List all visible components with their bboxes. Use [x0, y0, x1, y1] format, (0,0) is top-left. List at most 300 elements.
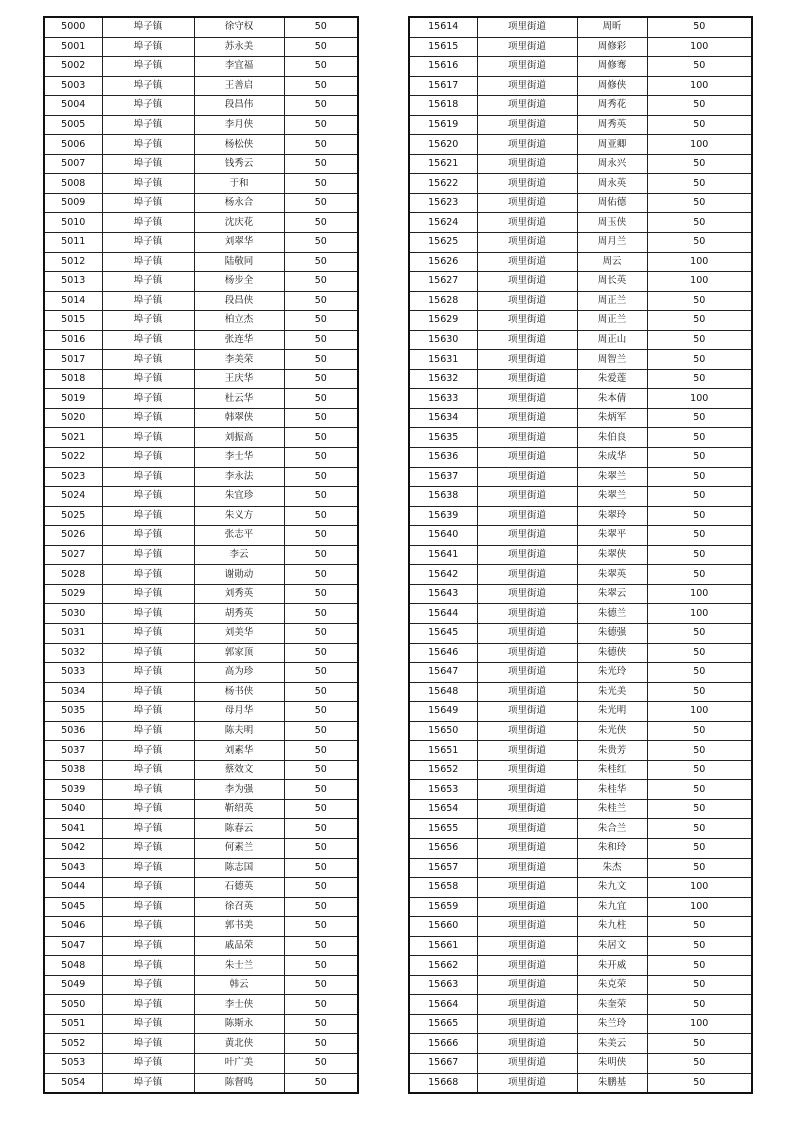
name-cell: 朱翠兰: [577, 467, 647, 487]
district-cell: 埠子镇: [102, 467, 194, 487]
amount-cell: 50: [647, 526, 752, 546]
amount-cell: 50: [284, 115, 358, 135]
district-cell: 埠子镇: [102, 878, 194, 898]
name-cell: 朱光玲: [577, 663, 647, 683]
amount-cell: 50: [284, 975, 358, 995]
table-row: [409, 858, 752, 878]
amount-cell: 50: [647, 1053, 752, 1073]
name-cell: 何素兰: [194, 838, 284, 858]
row-number-cell: 5052: [44, 1034, 102, 1054]
row-number-cell: 5001: [44, 37, 102, 57]
district-cell: 项里街道: [477, 545, 577, 565]
amount-cell: 50: [284, 858, 358, 878]
amount-cell: 100: [647, 76, 752, 96]
district-cell: 埠子镇: [102, 252, 194, 272]
amount-cell: 50: [647, 115, 752, 135]
name-cell: 周秀花: [577, 96, 647, 116]
amount-cell: 50: [284, 369, 358, 389]
district-cell: 埠子镇: [102, 780, 194, 800]
table-row: [409, 1034, 752, 1054]
row-number-cell: 15619: [409, 115, 477, 135]
table-row: [44, 487, 358, 507]
amount-cell: 50: [284, 878, 358, 898]
table-row: [409, 721, 752, 741]
amount-cell: 50: [284, 1053, 358, 1073]
amount-cell: 50: [284, 682, 358, 702]
table-row: [44, 545, 358, 565]
amount-cell: 50: [647, 350, 752, 370]
name-cell: 朱炳军: [577, 408, 647, 428]
district-cell: 项里街道: [477, 1053, 577, 1073]
district-cell: 埠子镇: [102, 311, 194, 331]
name-cell: 朱成华: [577, 448, 647, 468]
name-cell: 沈庆花: [194, 213, 284, 233]
table-row: [409, 369, 752, 389]
amount-cell: 50: [284, 917, 358, 937]
row-number-cell: 15653: [409, 780, 477, 800]
district-cell: 埠子镇: [102, 623, 194, 643]
row-number-cell: 15631: [409, 350, 477, 370]
name-cell: 王善启: [194, 76, 284, 96]
amount-cell: 50: [647, 1034, 752, 1054]
row-number-cell: 5030: [44, 604, 102, 624]
district-cell: 项里街道: [477, 291, 577, 311]
district-cell: 项里街道: [477, 369, 577, 389]
district-cell: 埠子镇: [102, 936, 194, 956]
name-cell: 周正兰: [577, 311, 647, 331]
row-number-cell: 15663: [409, 975, 477, 995]
row-number-cell: 15650: [409, 721, 477, 741]
row-number-cell: 15643: [409, 584, 477, 604]
name-cell: 朱杰: [577, 858, 647, 878]
amount-cell: 50: [647, 57, 752, 77]
name-cell: 周玉侠: [577, 213, 647, 233]
name-cell: 朱兰玲: [577, 1014, 647, 1034]
table-row: [409, 115, 752, 135]
amount-cell: 100: [647, 604, 752, 624]
name-cell: 钱秀云: [194, 154, 284, 174]
table-row: [409, 643, 752, 663]
district-cell: 项里街道: [477, 487, 577, 507]
amount-cell: 100: [647, 878, 752, 898]
name-cell: 朱光美: [577, 682, 647, 702]
name-cell: 李士侠: [194, 995, 284, 1015]
district-cell: 埠子镇: [102, 819, 194, 839]
name-cell: 朱桂兰: [577, 799, 647, 819]
right-table: [408, 16, 753, 1094]
row-number-cell: 15662: [409, 956, 477, 976]
name-cell: 朱翠玲: [577, 506, 647, 526]
district-cell: 埠子镇: [102, 154, 194, 174]
name-cell: 朱克荣: [577, 975, 647, 995]
name-cell: 陆敬同: [194, 252, 284, 272]
district-cell: 项里街道: [477, 838, 577, 858]
name-cell: 周亚卿: [577, 135, 647, 155]
amount-cell: 50: [647, 975, 752, 995]
row-number-cell: 15624: [409, 213, 477, 233]
table-row: [409, 799, 752, 819]
amount-cell: 50: [284, 995, 358, 1015]
name-cell: 张志平: [194, 526, 284, 546]
row-number-cell: 5022: [44, 448, 102, 468]
district-cell: 埠子镇: [102, 682, 194, 702]
row-number-cell: 15622: [409, 174, 477, 194]
right-table-body: [409, 17, 752, 1093]
table-row: [409, 408, 752, 428]
name-cell: 李士华: [194, 448, 284, 468]
table-row: [409, 956, 752, 976]
row-number-cell: 5054: [44, 1073, 102, 1093]
district-cell: 埠子镇: [102, 448, 194, 468]
row-number-cell: 15651: [409, 741, 477, 761]
table-row: [409, 623, 752, 643]
amount-cell: 50: [647, 408, 752, 428]
district-cell: 埠子镇: [102, 838, 194, 858]
amount-cell: 50: [284, 76, 358, 96]
name-cell: 朱居文: [577, 936, 647, 956]
table-row: [409, 878, 752, 898]
amount-cell: 50: [647, 330, 752, 350]
name-cell: 朱贵芳: [577, 741, 647, 761]
amount-cell: 50: [284, 506, 358, 526]
district-cell: 项里街道: [477, 233, 577, 253]
district-cell: 项里街道: [477, 858, 577, 878]
amount-cell: 50: [284, 604, 358, 624]
name-cell: 周智兰: [577, 350, 647, 370]
name-cell: 李云: [194, 545, 284, 565]
amount-cell: 100: [647, 252, 752, 272]
table-row: [409, 76, 752, 96]
district-cell: 埠子镇: [102, 115, 194, 135]
district-cell: 埠子镇: [102, 37, 194, 57]
amount-cell: 50: [284, 956, 358, 976]
row-number-cell: 5008: [44, 174, 102, 194]
district-cell: 埠子镇: [102, 545, 194, 565]
district-cell: 项里街道: [477, 604, 577, 624]
name-cell: 张连华: [194, 330, 284, 350]
district-cell: 项里街道: [477, 252, 577, 272]
table-row: [409, 57, 752, 77]
district-cell: 埠子镇: [102, 643, 194, 663]
name-cell: 朱翠兰: [577, 487, 647, 507]
amount-cell: 50: [284, 213, 358, 233]
amount-cell: 50: [647, 154, 752, 174]
amount-cell: 50: [284, 96, 358, 116]
district-cell: 项里街道: [477, 350, 577, 370]
row-number-cell: 15640: [409, 526, 477, 546]
name-cell: 刘素华: [194, 741, 284, 761]
district-cell: 埠子镇: [102, 956, 194, 976]
name-cell: 韩翠侠: [194, 408, 284, 428]
row-number-cell: 5010: [44, 213, 102, 233]
row-number-cell: 15615: [409, 37, 477, 57]
amount-cell: 50: [647, 448, 752, 468]
name-cell: 周修侠: [577, 76, 647, 96]
table-row: [409, 448, 752, 468]
district-cell: 埠子镇: [102, 975, 194, 995]
table-row: [44, 780, 358, 800]
row-number-cell: 5046: [44, 917, 102, 937]
amount-cell: 50: [647, 799, 752, 819]
table-row: [409, 897, 752, 917]
name-cell: 朱鹏基: [577, 1073, 647, 1093]
table-row: [44, 1053, 358, 1073]
name-cell: 朱德兰: [577, 604, 647, 624]
amount-cell: 50: [647, 213, 752, 233]
amount-cell: 50: [284, 272, 358, 292]
row-number-cell: 15648: [409, 682, 477, 702]
amount-cell: 50: [647, 487, 752, 507]
table-row: [409, 526, 752, 546]
amount-cell: 50: [647, 917, 752, 937]
row-number-cell: 15656: [409, 838, 477, 858]
district-cell: 埠子镇: [102, 233, 194, 253]
district-cell: 埠子镇: [102, 604, 194, 624]
district-cell: 埠子镇: [102, 193, 194, 213]
district-cell: 埠子镇: [102, 369, 194, 389]
table-row: [44, 115, 358, 135]
row-number-cell: 15621: [409, 154, 477, 174]
district-cell: 埠子镇: [102, 487, 194, 507]
name-cell: 母月华: [194, 702, 284, 722]
row-number-cell: 15646: [409, 643, 477, 663]
name-cell: 朱明侠: [577, 1053, 647, 1073]
row-number-cell: 15641: [409, 545, 477, 565]
district-cell: 项里街道: [477, 565, 577, 585]
amount-cell: 50: [284, 17, 358, 37]
row-number-cell: 5011: [44, 233, 102, 253]
name-cell: 李宜福: [194, 57, 284, 77]
amount-cell: 50: [647, 682, 752, 702]
amount-cell: 50: [647, 721, 752, 741]
amount-cell: 50: [647, 291, 752, 311]
district-cell: 埠子镇: [102, 1014, 194, 1034]
table-row: [44, 936, 358, 956]
amount-cell: 50: [647, 233, 752, 253]
amount-cell: 50: [284, 154, 358, 174]
row-number-cell: 5020: [44, 408, 102, 428]
row-number-cell: 5009: [44, 193, 102, 213]
amount-cell: 50: [284, 663, 358, 683]
district-cell: 项里街道: [477, 115, 577, 135]
district-cell: 埠子镇: [102, 96, 194, 116]
name-cell: 周长英: [577, 272, 647, 292]
table-row: [409, 545, 752, 565]
amount-cell: 100: [647, 272, 752, 292]
table-row: [44, 975, 358, 995]
row-number-cell: 15657: [409, 858, 477, 878]
district-cell: 项里街道: [477, 174, 577, 194]
name-cell: 朱伯良: [577, 428, 647, 448]
table-row: [409, 741, 752, 761]
row-number-cell: 5039: [44, 780, 102, 800]
district-cell: 项里街道: [477, 975, 577, 995]
amount-cell: 50: [284, 545, 358, 565]
name-cell: 朱九宜: [577, 897, 647, 917]
table-row: [44, 760, 358, 780]
table-row: [44, 17, 358, 37]
amount-cell: 50: [284, 330, 358, 350]
table-row: [44, 467, 358, 487]
name-cell: 蔡效文: [194, 760, 284, 780]
district-cell: 埠子镇: [102, 1073, 194, 1093]
table-row: [409, 565, 752, 585]
table-row: [409, 330, 752, 350]
district-cell: 埠子镇: [102, 408, 194, 428]
table-row: [409, 780, 752, 800]
row-number-cell: 15632: [409, 369, 477, 389]
district-cell: 埠子镇: [102, 1034, 194, 1054]
district-cell: 埠子镇: [102, 506, 194, 526]
amount-cell: 50: [284, 565, 358, 585]
row-number-cell: 15654: [409, 799, 477, 819]
row-number-cell: 15666: [409, 1034, 477, 1054]
amount-cell: 50: [284, 643, 358, 663]
name-cell: 刘振高: [194, 428, 284, 448]
district-cell: 埠子镇: [102, 1053, 194, 1073]
district-cell: 项里街道: [477, 623, 577, 643]
district-cell: 项里街道: [477, 897, 577, 917]
table-row: [44, 272, 358, 292]
row-number-cell: 5047: [44, 936, 102, 956]
name-cell: 朱义方: [194, 506, 284, 526]
district-cell: 项里街道: [477, 193, 577, 213]
table-row: [44, 213, 358, 233]
amount-cell: 50: [647, 741, 752, 761]
table-row: [409, 838, 752, 858]
table-row: [44, 408, 358, 428]
row-number-cell: 5049: [44, 975, 102, 995]
table-row: [44, 858, 358, 878]
amount-cell: 100: [647, 135, 752, 155]
name-cell: 徐召英: [194, 897, 284, 917]
amount-cell: 50: [647, 506, 752, 526]
table-row: [409, 702, 752, 722]
table-row: [44, 838, 358, 858]
name-cell: 刘秀英: [194, 584, 284, 604]
amount-cell: 50: [284, 584, 358, 604]
amount-cell: 50: [647, 174, 752, 194]
amount-cell: 50: [647, 467, 752, 487]
amount-cell: 50: [647, 369, 752, 389]
table-row: [409, 506, 752, 526]
row-number-cell: 5037: [44, 741, 102, 761]
name-cell: 杨书侠: [194, 682, 284, 702]
row-number-cell: 5042: [44, 838, 102, 858]
row-number-cell: 5040: [44, 799, 102, 819]
table-row: [44, 741, 358, 761]
name-cell: 周永兴: [577, 154, 647, 174]
amount-cell: 50: [647, 311, 752, 331]
name-cell: 朱翠英: [577, 565, 647, 585]
amount-cell: 50: [647, 643, 752, 663]
amount-cell: 50: [284, 467, 358, 487]
table-row: [44, 623, 358, 643]
amount-cell: 50: [284, 37, 358, 57]
name-cell: 周修彩: [577, 37, 647, 57]
name-cell: 陈夫明: [194, 721, 284, 741]
amount-cell: 50: [647, 663, 752, 683]
name-cell: 苏永美: [194, 37, 284, 57]
amount-cell: 50: [284, 819, 358, 839]
name-cell: 郭书美: [194, 917, 284, 937]
row-number-cell: 15625: [409, 233, 477, 253]
amount-cell: 50: [647, 858, 752, 878]
row-number-cell: 5025: [44, 506, 102, 526]
table-row: [44, 506, 358, 526]
name-cell: 李永法: [194, 467, 284, 487]
amount-cell: 50: [647, 780, 752, 800]
table-row: [44, 565, 358, 585]
table-row: [44, 917, 358, 937]
row-number-cell: 5004: [44, 96, 102, 116]
table-row: [409, 174, 752, 194]
district-cell: 项里街道: [477, 956, 577, 976]
name-cell: 刘翠华: [194, 233, 284, 253]
amount-cell: 100: [647, 702, 752, 722]
district-cell: 项里街道: [477, 428, 577, 448]
table-row: [44, 584, 358, 604]
district-cell: 埠子镇: [102, 174, 194, 194]
name-cell: 杨松侠: [194, 135, 284, 155]
district-cell: 埠子镇: [102, 330, 194, 350]
name-cell: 李美荣: [194, 350, 284, 370]
amount-cell: 50: [284, 487, 358, 507]
amount-cell: 50: [647, 17, 752, 37]
name-cell: 朱德侠: [577, 643, 647, 663]
name-cell: 周修骞: [577, 57, 647, 77]
district-cell: 项里街道: [477, 1034, 577, 1054]
row-number-cell: 5021: [44, 428, 102, 448]
amount-cell: 50: [284, 135, 358, 155]
table-row: [44, 682, 358, 702]
name-cell: 朱士兰: [194, 956, 284, 976]
name-cell: 朱美云: [577, 1034, 647, 1054]
table-row: [409, 760, 752, 780]
row-number-cell: 15658: [409, 878, 477, 898]
row-number-cell: 15655: [409, 819, 477, 839]
name-cell: 杨永合: [194, 193, 284, 213]
name-cell: 朱九文: [577, 878, 647, 898]
name-cell: 周昕: [577, 17, 647, 37]
district-cell: 埠子镇: [102, 858, 194, 878]
amount-cell: 50: [284, 174, 358, 194]
table-row: [409, 682, 752, 702]
row-number-cell: 15665: [409, 1014, 477, 1034]
row-number-cell: 15618: [409, 96, 477, 116]
name-cell: 高为珍: [194, 663, 284, 683]
table-row: [409, 154, 752, 174]
name-cell: 朱本倩: [577, 389, 647, 409]
row-number-cell: 5006: [44, 135, 102, 155]
amount-cell: 50: [284, 760, 358, 780]
amount-cell: 50: [647, 760, 752, 780]
name-cell: 柏立杰: [194, 311, 284, 331]
table-row: [44, 76, 358, 96]
name-cell: 朱翠平: [577, 526, 647, 546]
amount-cell: 50: [284, 702, 358, 722]
district-cell: 项里街道: [477, 1014, 577, 1034]
row-number-cell: 5018: [44, 369, 102, 389]
amount-cell: 50: [647, 956, 752, 976]
district-cell: 项里街道: [477, 936, 577, 956]
name-cell: 郭家顶: [194, 643, 284, 663]
district-cell: 项里街道: [477, 135, 577, 155]
district-cell: 埠子镇: [102, 57, 194, 77]
table-row: [44, 878, 358, 898]
table-row: [409, 96, 752, 116]
name-cell: 陈春云: [194, 819, 284, 839]
